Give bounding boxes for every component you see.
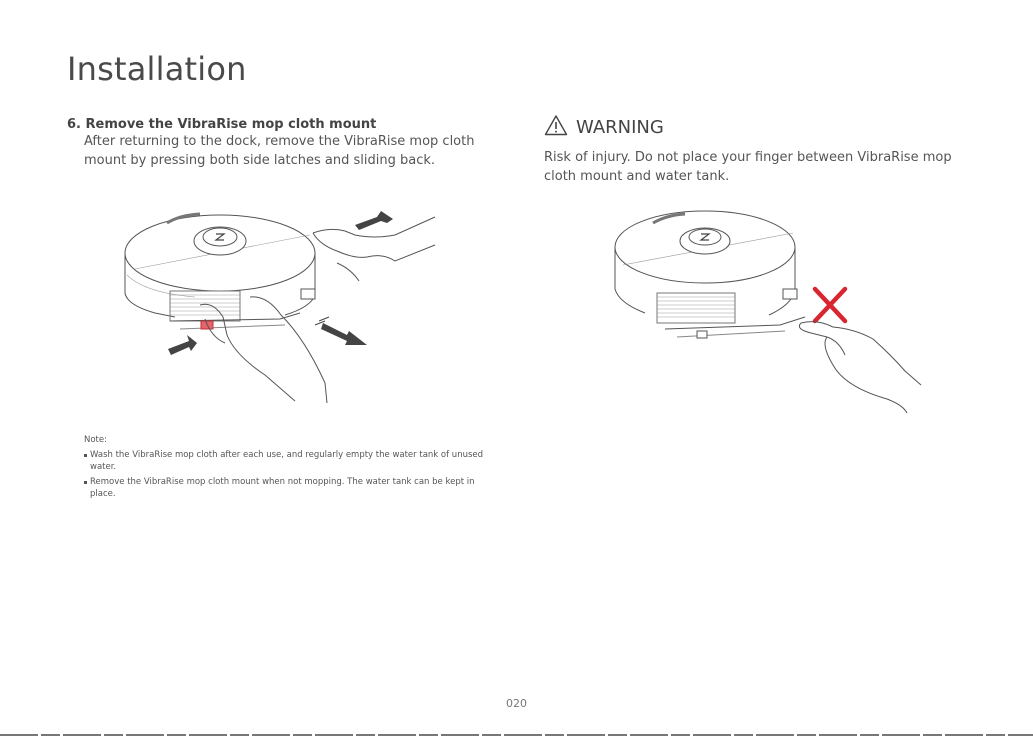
finger-pinch-warning-illustration — [605, 205, 925, 415]
warning-triangle-icon — [544, 114, 568, 140]
note-item: Wash the VibraRise mop cloth after each use, and regularly empty the water tank of unused water. — [84, 449, 494, 474]
step-instructions: After returning to the dock, remove the VibraRise mop cloth mount by pressing both side latches and sliding back. — [84, 134, 475, 168]
warning-label: WARNING — [576, 116, 664, 138]
bottom-divider — [0, 734, 1033, 736]
note-section — [84, 434, 494, 503]
robot-mop-mount-removal-illustration — [115, 205, 445, 405]
note-title: Note: — [84, 435, 107, 445]
page-title: Installation — [67, 50, 247, 88]
note-item: Remove the VibraRise mop cloth mount when not mopping. The water tank can be kept in place. — [84, 476, 494, 501]
warning-text: Risk of injury. Do not place your finger between VibraRise mop cloth mount and water tank. — [544, 150, 952, 184]
warning-header — [544, 114, 664, 140]
step-heading: 6. Remove the VibraRise mop cloth mount — [67, 117, 377, 132]
note-list — [84, 449, 494, 501]
page-number: 020 — [506, 697, 527, 710]
